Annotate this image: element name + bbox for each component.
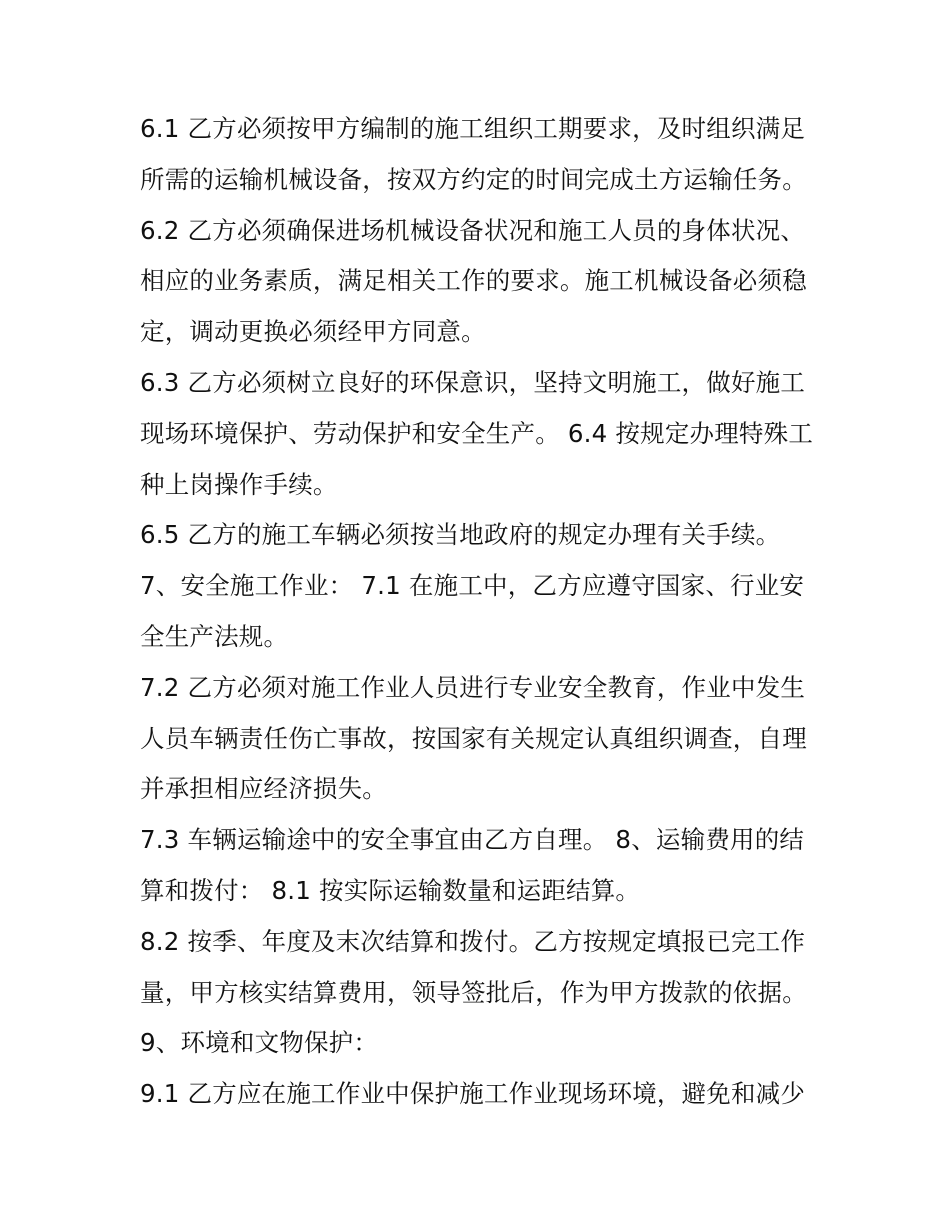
paragraph-6-1: 6.1 乙方必须按甲方编制的施工组织工期要求，及时组织满足所需的运输机械设备，按双方约定的时间完成土方运输任务。 — [140, 114, 807, 194]
paragraph-7-3-8-8-1: 7.3 车辆运输途中的安全事宜由乙方自理。 8、运输费用的结算和拨付： 8.1 按实际运输数量和运距结算。 — [140, 825, 805, 905]
paragraph-7-7-1: 7、安全施工作业： 7.1 在施工中，乙方应遵守国家、行业安全生产法规。 — [140, 571, 805, 651]
paragraph-6-2: 6.2 乙方必须确保进场机械设备状况和施工人员的身体状况、相应的业务素质，满足相关工作的要求。施工机械设备必须稳定，调动更换必须经甲方同意。 — [140, 215, 807, 347]
paragraph-7-2: 7.2 乙方必须对施工作业人员进行专业安全教育，作业中发生人员车辆责任伤亡事故，按国家有关规定认真组织调查，自理并承担相应经济损失。 — [140, 672, 807, 804]
paragraph-9-1: 9.1 乙方应在施工作业中保护施工作业现场环境，避免和减少 — [140, 1079, 806, 1109]
paragraph-6-5: 6.5 乙方的施工车辆必须按当地政府的规定办理有关手续。 — [140, 520, 781, 550]
paragraph-6-3-6-4: 6.3 乙方必须树立良好的环保意识，坚持文明施工，做好施工现场环境保护、劳动保护和安全生产。 6.4 按规定办理特殊工种上岗操作手续。 — [140, 367, 814, 499]
paragraph-9: 9、环境和文物保护： — [140, 1028, 379, 1058]
document-body — [140, 104, 820, 1120]
paragraph-8-2: 8.2 按季、年度及末次结算和拨付。乙方按规定填报已完工作量，甲方核实结算费用，领导签批后，作为甲方拨款的依据。 — [140, 926, 807, 1007]
